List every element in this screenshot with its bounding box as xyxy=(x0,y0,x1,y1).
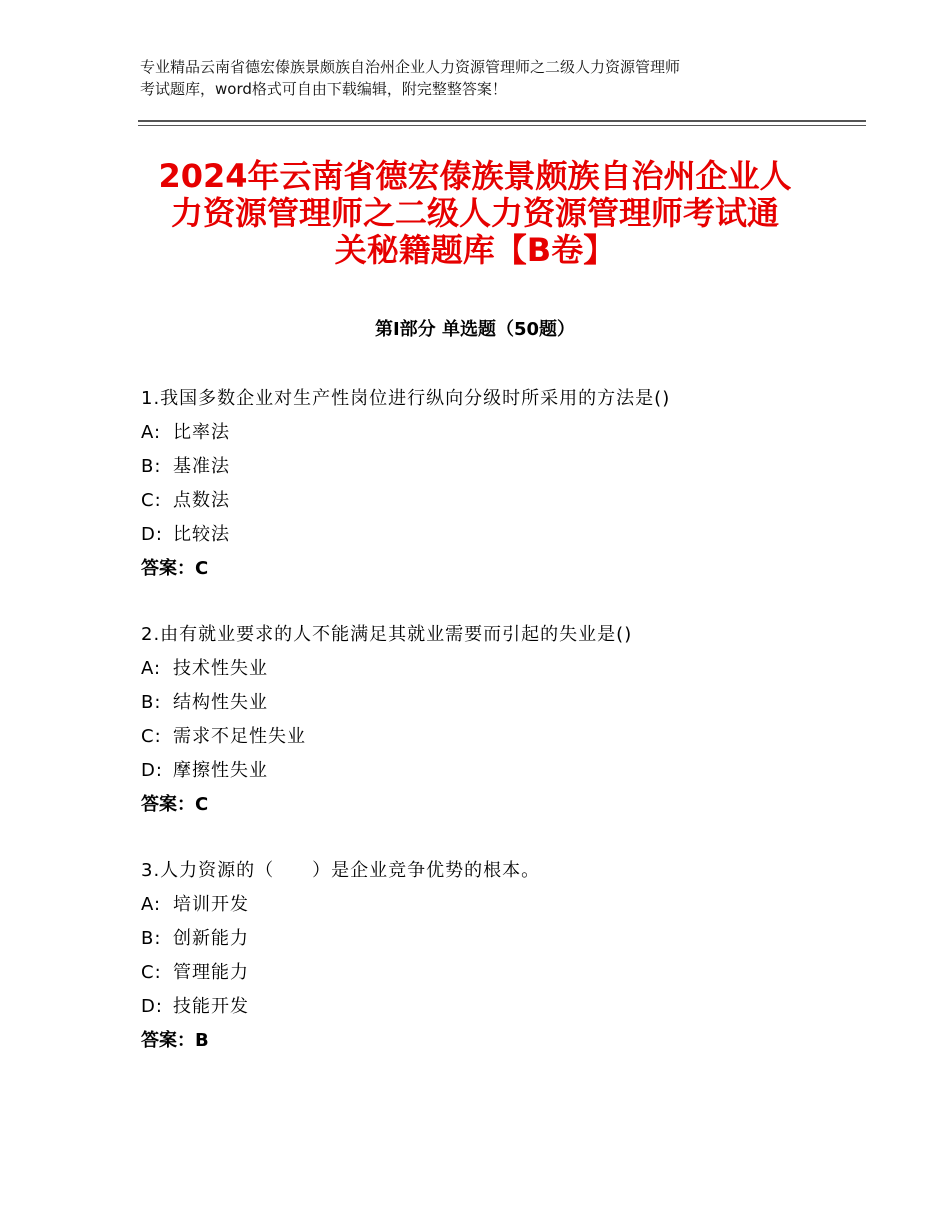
header-note xyxy=(140,56,830,100)
document-title-line-3: 关秘籍题库【B卷】 xyxy=(334,231,616,269)
option-letter: D: xyxy=(141,524,163,545)
option-text: 需求不足性失业 xyxy=(173,726,306,747)
question-stem: 3.人力资源的（ ）是企业竞争优势的根本。 xyxy=(141,860,541,881)
option-letter: C: xyxy=(141,726,162,747)
option-a xyxy=(141,888,861,922)
header-note-line-1: 专业精品云南省德宏傣族景颇族自治州企业人力资源管理师之二级人力资源管理师 xyxy=(140,58,681,76)
option-letter: B: xyxy=(141,456,162,477)
answer: 答案：C xyxy=(141,558,209,579)
question-stem: 1.我国多数企业对生产性岗位进行纵向分级时所采用的方法是() xyxy=(141,388,671,409)
answer: 答案：B xyxy=(141,1030,209,1051)
header-note-line-2: 考试题库，word格式可自由下载编辑，附完整整答案！ xyxy=(140,80,507,98)
option-text: 创新能力 xyxy=(173,928,249,949)
question-list xyxy=(141,382,861,1090)
option-letter: A: xyxy=(141,422,162,443)
question-item xyxy=(141,618,861,822)
option-b xyxy=(141,922,861,956)
option-d xyxy=(141,990,861,1024)
option-c xyxy=(141,956,861,990)
option-letter: A: xyxy=(141,894,162,915)
option-c xyxy=(141,484,861,518)
answer: 答案：C xyxy=(141,794,209,815)
header-divider-thin xyxy=(138,125,866,126)
document-title-line-2: 力资源管理师之二级人力资源管理师考试通 xyxy=(170,194,779,232)
option-text: 基准法 xyxy=(173,456,230,477)
option-text: 点数法 xyxy=(173,490,230,511)
option-text: 管理能力 xyxy=(173,962,249,983)
question-stem: 2.由有就业要求的人不能满足其就业需要而引起的失业是() xyxy=(141,624,633,645)
document-title-line-1: 2024年云南省德宏傣族景颇族自治州企业人 xyxy=(158,157,792,195)
option-text: 结构性失业 xyxy=(173,692,268,713)
document-title xyxy=(120,158,830,269)
option-b xyxy=(141,686,861,720)
option-text: 比率法 xyxy=(173,422,230,443)
question-item xyxy=(141,382,861,586)
option-text: 技能开发 xyxy=(173,996,249,1017)
option-letter: C: xyxy=(141,490,162,511)
option-letter: D: xyxy=(141,760,163,781)
option-text: 摩擦性失业 xyxy=(173,760,268,781)
option-letter: D: xyxy=(141,996,163,1017)
option-text: 技术性失业 xyxy=(173,658,268,679)
option-b xyxy=(141,450,861,484)
header-divider-thick xyxy=(138,120,866,122)
option-text: 培训开发 xyxy=(173,894,249,915)
section-title: 第Ⅰ部分 单选题（50题） xyxy=(374,319,575,340)
option-letter: C: xyxy=(141,962,162,983)
option-text: 比较法 xyxy=(173,524,230,545)
question-item xyxy=(141,854,861,1058)
option-c xyxy=(141,720,861,754)
option-d xyxy=(141,754,861,788)
option-a xyxy=(141,652,861,686)
option-letter: A: xyxy=(141,658,162,679)
option-letter: B: xyxy=(141,928,162,949)
option-d xyxy=(141,518,861,552)
option-letter: B: xyxy=(141,692,162,713)
option-a xyxy=(141,416,861,450)
